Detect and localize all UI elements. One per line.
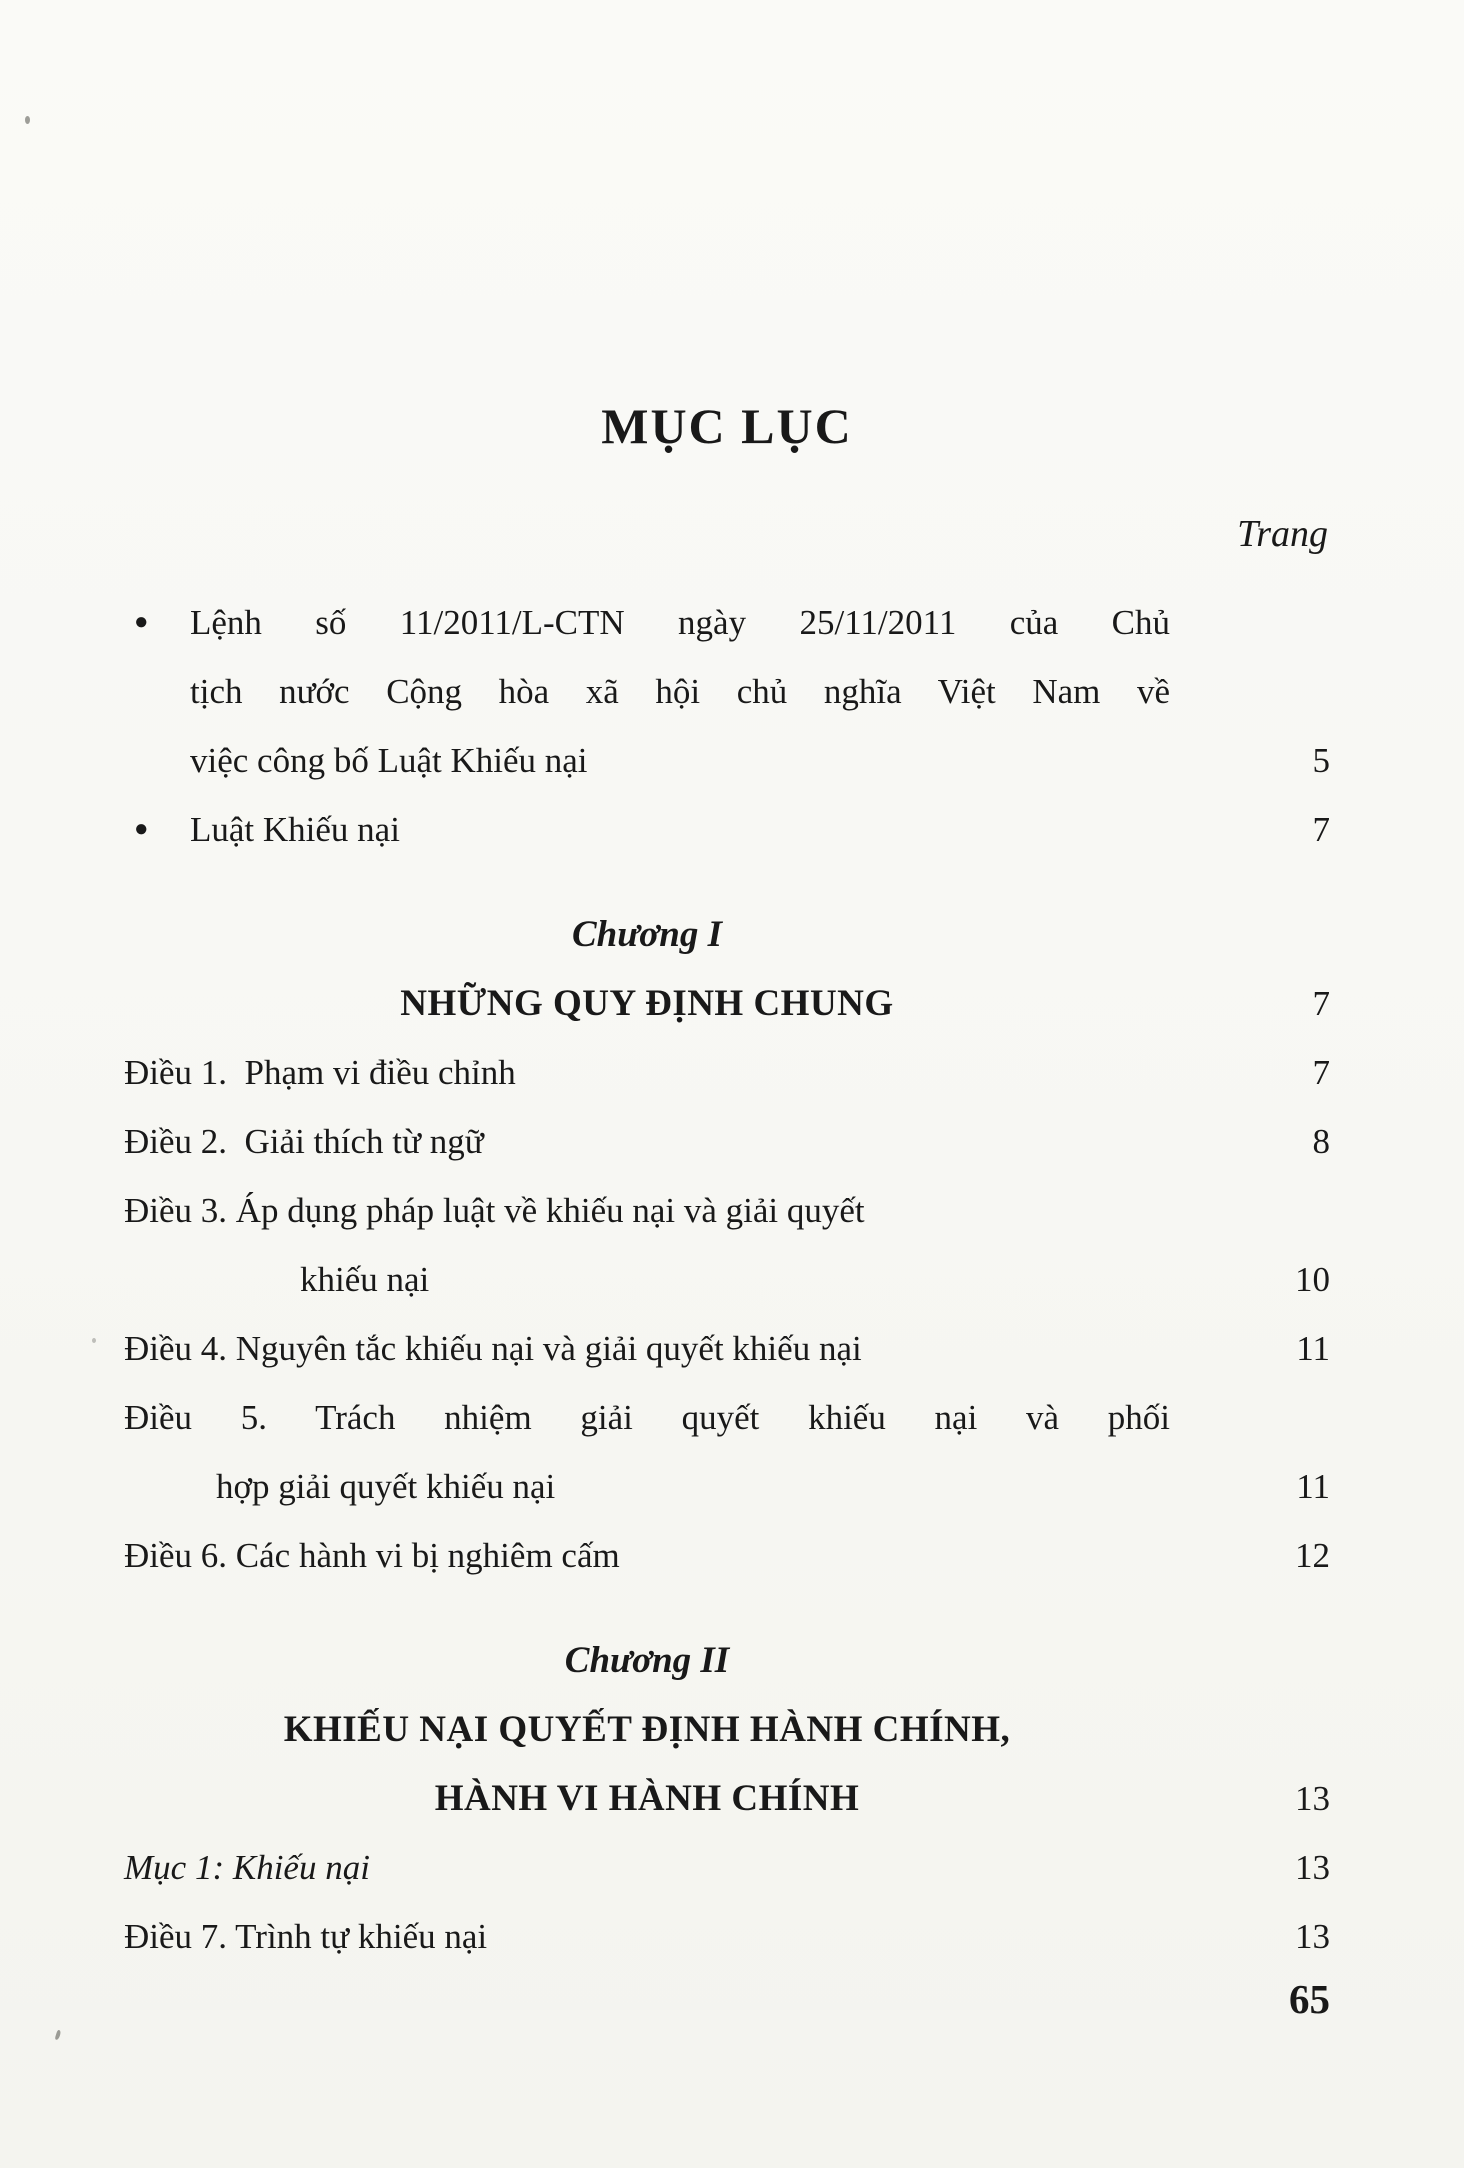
entry-page-ref: 11: [1296, 1329, 1330, 1368]
toc-chapter-title-1: [124, 969, 1330, 1038]
entry-text: Điều 1. Phạm vi điều chỉnh: [124, 1053, 516, 1092]
bullet-icon: ●: [134, 609, 149, 635]
bullet-icon: ●: [134, 816, 149, 842]
chapter-label: Chương I: [571, 914, 722, 955]
entry-text-line: tịch nước Cộng hòa xã hội chủ nghĩa Việt Nam về: [190, 672, 1170, 711]
entry-text: Mục 1: Khiếu nại: [124, 1848, 370, 1887]
entry-page-ref: 7: [1312, 984, 1330, 1023]
toc-entry-lenh: [124, 588, 1330, 795]
entry-text: [124, 1176, 1170, 1314]
toc-chapter-label-1: [124, 864, 1330, 969]
page-title: MỤC LỤC: [601, 398, 853, 454]
entry-text-line: Điều 3. Áp dụng pháp luật về khiếu nại và giải quyết: [124, 1191, 865, 1230]
entry-page-ref: 10: [1295, 1260, 1330, 1299]
toc-entry-dieu-1: [124, 1038, 1330, 1107]
entry-text-line: khiếu nại: [300, 1260, 430, 1299]
entry-page-ref: 11: [1296, 1467, 1330, 1506]
entry-text-line: việc công bố Luật Khiếu nại: [190, 741, 588, 780]
scan-artifact: [55, 2030, 62, 2041]
entry-text: Điều 7. Trình tự khiếu nại: [124, 1917, 488, 1956]
toc-chapter-title-2-cont: [124, 1764, 1330, 1833]
entry-text-line: hợp giải quyết khiếu nại: [216, 1467, 556, 1506]
toc-entry-muc-1: [124, 1833, 1330, 1902]
toc-entry-dieu-5: [124, 1383, 1330, 1521]
toc-entry-dieu-7: [124, 1902, 1330, 1971]
toc-entry-dieu-4: [124, 1314, 1330, 1383]
entry-text: Điều 4. Nguyên tắc khiếu nại và giải quyết khiếu nại: [124, 1329, 862, 1368]
column-header-trang: Trang: [1237, 513, 1328, 555]
chapter-label: Chương II: [564, 1640, 730, 1681]
toc-entry-dieu-2: [124, 1107, 1330, 1176]
entry-text-line: Điều 5. Trách nhiệm giải quyết khiếu nại và phối: [124, 1398, 1170, 1437]
entry-text-line: Lệnh số 11/2011/L-CTN ngày 25/11/2011 của Chủ: [190, 603, 1170, 642]
entry-page-ref: 13: [1295, 1779, 1330, 1818]
chapter-title-line: HÀNH VI HÀNH CHÍNH: [434, 1778, 860, 1819]
entry-text: Điều 2. Giải thích từ ngữ: [124, 1122, 484, 1161]
entry-text: Điều 6. Các hành vi bị nghiêm cấm: [124, 1536, 620, 1575]
entry-page-ref: 7: [1312, 810, 1330, 849]
table-of-contents: [124, 588, 1330, 1971]
toc-entry-dieu-3: [124, 1176, 1330, 1314]
toc-entry-dieu-6: [124, 1521, 1330, 1590]
toc-entry-luat: [124, 795, 1330, 864]
toc-chapter-label-2: [124, 1590, 1330, 1695]
entry-page-ref: 7: [1312, 1053, 1330, 1092]
entry-text: [124, 1383, 1170, 1521]
entry-page-ref: 13: [1295, 1848, 1330, 1887]
entry-text: Luật Khiếu nại: [190, 810, 400, 849]
chapter-title-line: KHIẾU NẠI QUYẾT ĐỊNH HÀNH CHÍNH,: [283, 1709, 1011, 1750]
entry-page-ref: 13: [1295, 1917, 1330, 1956]
entry-page-ref: 12: [1295, 1536, 1330, 1575]
page-number-footer: 65: [1289, 1976, 1330, 2022]
entry-page-ref: 5: [1312, 741, 1330, 780]
scan-artifact: [92, 1338, 96, 1343]
toc-chapter-title-2: [124, 1695, 1330, 1764]
entry-page-ref: 8: [1312, 1122, 1330, 1161]
scan-artifact: [25, 116, 30, 124]
page-content: [124, 398, 1330, 1971]
chapter-title: NHỮNG QUY ĐỊNH CHUNG: [400, 983, 894, 1024]
entry-text: [190, 588, 1170, 795]
